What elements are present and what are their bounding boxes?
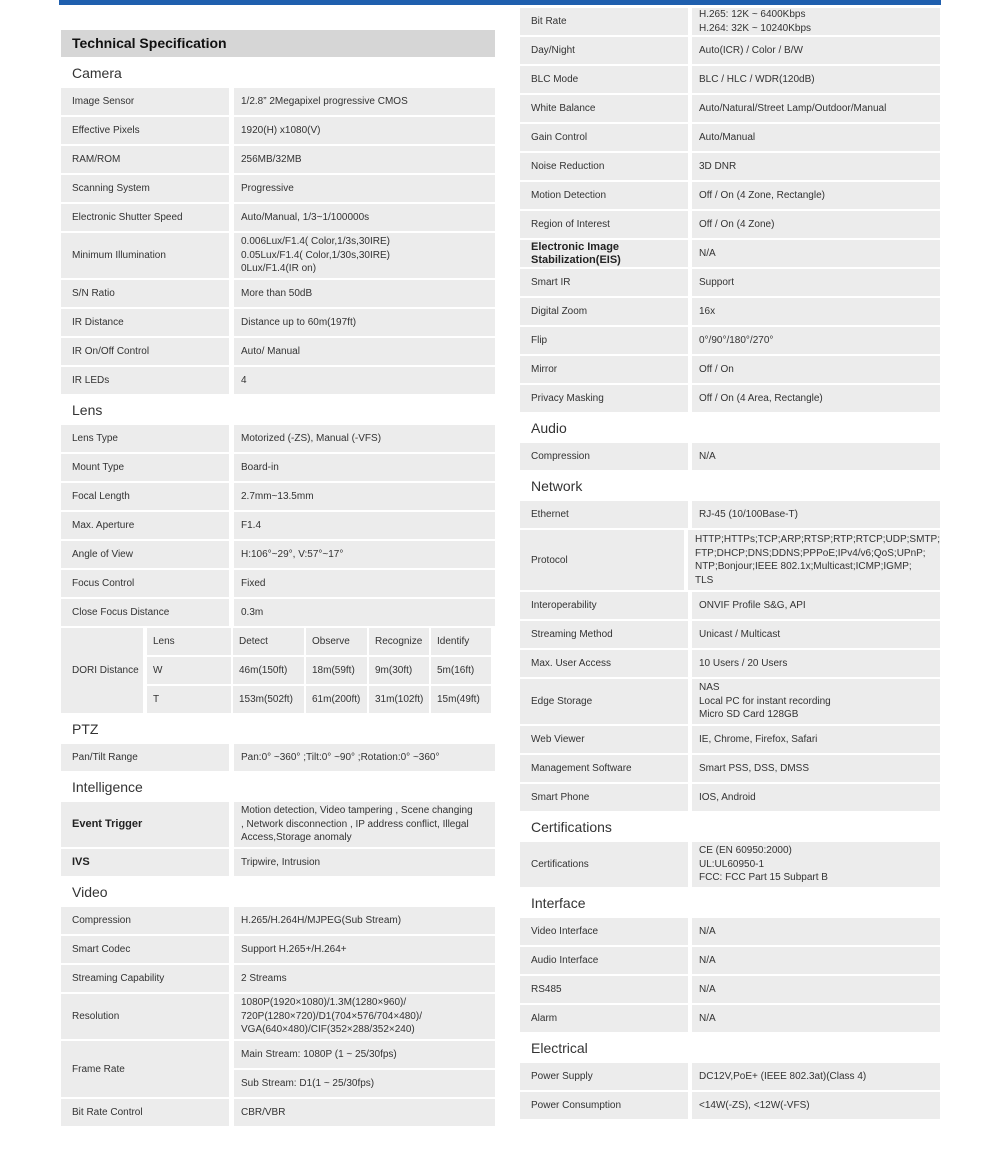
spec-row-white-balance	[520, 95, 940, 122]
spec-row-certifications	[520, 842, 940, 887]
spec-label: S/N Ratio	[61, 280, 229, 307]
spec-value: Off / On	[692, 356, 940, 383]
spec-value: H.265: 12K ~ 6400Kbps H.264: 32K ~ 10240Kbps	[692, 8, 940, 35]
spec-value: ONVIF Profile S&G, API	[692, 592, 940, 619]
spec-label: Management Software	[520, 755, 688, 782]
spec-row-angle-of-view	[61, 541, 495, 568]
spec-row-ethernet	[520, 501, 940, 528]
spec-value: CE (EN 60950:2000) UL:UL60950-1 FCC: FCC Part 15 Subpart B	[692, 842, 940, 887]
spec-label: Frame Rate	[61, 1041, 229, 1097]
spec-label: Electronic Image Stabilization(EIS)	[520, 240, 688, 267]
spec-value: <14W(-ZS), <12W(-VFS)	[692, 1092, 940, 1119]
spec-value: 1920(H) x1080(V)	[234, 117, 495, 144]
spec-label: Angle of View	[61, 541, 229, 568]
spec-label: Noise Reduction	[520, 153, 688, 180]
dori-cell: 31m(102ft)	[369, 686, 429, 713]
spec-row-bit-rate	[520, 8, 940, 35]
spec-value: H:106°~29°, V:57°~17°	[234, 541, 495, 568]
spec-value: Board-in	[234, 454, 495, 481]
spec-value: N/A	[692, 1005, 940, 1032]
spec-value: Auto/Natural/Street Lamp/Outdoor/Manual	[692, 95, 940, 122]
spec-value: Off / On (4 Zone)	[692, 211, 940, 238]
spec-label: Power Consumption	[520, 1092, 688, 1119]
spec-row-noise-reduction	[520, 153, 940, 180]
spec-row-blc-mode	[520, 66, 940, 93]
spec-label: DORI Distance	[61, 628, 143, 713]
spec-value: 0.006Lux/F1.4( Color,1/3s,30IRE) 0.05Lux/F1.4( Color,1/30s,30IRE) 0Lux/F1.4(IR on)	[234, 233, 495, 278]
spec-value: N/A	[692, 947, 940, 974]
section-heading-interface: Interface	[531, 895, 586, 911]
spec-label: Ethernet	[520, 501, 688, 528]
spec-row-electronic-image-stabilization-eis	[520, 240, 940, 267]
spec-row-interoperability	[520, 592, 940, 619]
section-heading-video: Video	[72, 884, 108, 900]
dori-cell: T	[147, 686, 231, 713]
spec-row-ir-on-off-control	[61, 338, 495, 365]
spec-value: Unicast / Multicast	[692, 621, 940, 648]
spec-label: Close Focus Distance	[61, 599, 229, 626]
spec-row-edge-storage	[520, 679, 940, 724]
spec-value: HTTP;HTTPs;TCP;ARP;RTSP;RTP;RTCP;UDP;SMTP; FTP;DHCP;DNS;DDNS;PPPoE;IPv4/v6;QoS;UPnP; NTP;Bonjour;IEEE 802.1x;Multicast;ICMP;IGMP; TLS	[688, 530, 940, 590]
spec-row-streaming-capability	[61, 965, 495, 992]
spec-value: H.265/H.264H/MJPEG(Sub Stream)	[234, 907, 495, 934]
page-title: Technical Specification	[61, 30, 495, 57]
spec-row-max-user-access	[520, 650, 940, 677]
spec-row-pan-tilt-range	[61, 744, 495, 771]
spec-row-management-software	[520, 755, 940, 782]
spec-value: Fixed	[234, 570, 495, 597]
spec-value: 4	[234, 367, 495, 394]
spec-label: Lens Type	[61, 425, 229, 452]
spec-label: IR On/Off Control	[61, 338, 229, 365]
spec-row-ir-distance	[61, 309, 495, 336]
section-heading-ptz: PTZ	[72, 721, 99, 737]
dori-cell: 46m(150ft)	[233, 657, 304, 684]
spec-label: Compression	[520, 443, 688, 470]
spec-value: IOS, Android	[692, 784, 940, 811]
spec-row-protocol	[520, 530, 940, 590]
spec-row-bit-rate-control	[61, 1099, 495, 1126]
spec-value: 16x	[692, 298, 940, 325]
spec-label: Certifications	[520, 842, 688, 887]
spec-label: Audio Interface	[520, 947, 688, 974]
dori-header-cell: Identify	[431, 628, 491, 655]
spec-row-lens-type	[61, 425, 495, 452]
spec-value: BLC / HLC / WDR(120dB)	[692, 66, 940, 93]
section-heading-electrical: Electrical	[531, 1040, 588, 1056]
spec-label: Pan/Tilt Range	[61, 744, 229, 771]
spec-row-web-viewer	[520, 726, 940, 753]
spec-value: 256MB/32MB	[234, 146, 495, 173]
spec-row-digital-zoom	[520, 298, 940, 325]
spec-row-smart-codec	[61, 936, 495, 963]
spec-label: Mount Type	[61, 454, 229, 481]
spec-label: Electronic Shutter Speed	[61, 204, 229, 231]
spec-row-gain-control	[520, 124, 940, 151]
spec-value: More than 50dB	[234, 280, 495, 307]
spec-value: RJ-45 (10/100Base-T)	[692, 501, 940, 528]
spec-row-image-sensor	[61, 88, 495, 115]
spec-value: Auto/Manual, 1/3~1/100000s	[234, 204, 495, 231]
spec-label: Streaming Method	[520, 621, 688, 648]
spec-value: Smart PSS, DSS, DMSS	[692, 755, 940, 782]
spec-value: 1080P(1920×1080)/1.3M(1280×960)/ 720P(1280×720)/D1(704×576/704×480)/ VGA(640×480)/CIF(352×288/352×240)	[234, 994, 495, 1039]
dori-cell: W	[147, 657, 231, 684]
spec-row-audio-interface	[520, 947, 940, 974]
dori-cell: 5m(16ft)	[431, 657, 491, 684]
spec-label: Minimum Illumination	[61, 233, 229, 278]
spec-row-privacy-masking	[520, 385, 940, 412]
spec-row-max-aperture	[61, 512, 495, 539]
spec-label: Focus Control	[61, 570, 229, 597]
dori-cell: 153m(502ft)	[233, 686, 304, 713]
spec-label: Image Sensor	[61, 88, 229, 115]
spec-row-effective-pixels	[61, 117, 495, 144]
spec-label: Smart IR	[520, 269, 688, 296]
spec-value: 3D DNR	[692, 153, 940, 180]
top-accent-bar	[59, 0, 941, 5]
section-heading-camera: Camera	[72, 65, 122, 81]
spec-label: Max. Aperture	[61, 512, 229, 539]
spec-label: Bit Rate	[520, 8, 688, 35]
dori-header-cell: Lens	[147, 628, 231, 655]
dori-header-cell: Recognize	[369, 628, 429, 655]
spec-label: Streaming Capability	[61, 965, 229, 992]
spec-label: White Balance	[520, 95, 688, 122]
spec-label: Smart Phone	[520, 784, 688, 811]
frame-rate-row	[61, 1041, 495, 1097]
spec-label: RS485	[520, 976, 688, 1003]
spec-label: Power Supply	[520, 1063, 688, 1090]
spec-row-s-n-ratio	[61, 280, 495, 307]
spec-value: DC12V,PoE+ (IEEE 802.3at)(Class 4)	[692, 1063, 940, 1090]
spec-value: Progressive	[234, 175, 495, 202]
spec-row-power-consumption	[520, 1092, 940, 1119]
spec-value: Off / On (4 Zone, Rectangle)	[692, 182, 940, 209]
spec-row-power-supply	[520, 1063, 940, 1090]
spec-row-ram-rom	[61, 146, 495, 173]
spec-label: Web Viewer	[520, 726, 688, 753]
spec-value: 2.7mm~13.5mm	[234, 483, 495, 510]
spec-value: 2 Streams	[234, 965, 495, 992]
spec-value: N/A	[692, 240, 940, 267]
spec-label: Gain Control	[520, 124, 688, 151]
spec-row-region-of-interest	[520, 211, 940, 238]
dori-cell: 15m(49ft)	[431, 686, 491, 713]
spec-label: Alarm	[520, 1005, 688, 1032]
spec-row-resolution	[61, 994, 495, 1039]
spec-value: N/A	[692, 443, 940, 470]
spec-label: Flip	[520, 327, 688, 354]
spec-label: Scanning System	[61, 175, 229, 202]
spec-value: Sub Stream: D1(1 ~ 25/30fps)	[234, 1070, 495, 1097]
spec-label: Bit Rate Control	[61, 1099, 229, 1126]
spec-value: CBR/VBR	[234, 1099, 495, 1126]
spec-row-smart-ir	[520, 269, 940, 296]
spec-row-flip	[520, 327, 940, 354]
spec-value: N/A	[692, 976, 940, 1003]
section-heading-network: Network	[531, 478, 583, 494]
spec-label: Day/Night	[520, 37, 688, 64]
spec-row-electronic-shutter-speed	[61, 204, 495, 231]
spec-label: Privacy Masking	[520, 385, 688, 412]
spec-label: Event Trigger	[61, 802, 229, 847]
spec-row-smart-phone	[520, 784, 940, 811]
spec-label: Mirror	[520, 356, 688, 383]
spec-value: Support H.265+/H.264+	[234, 936, 495, 963]
section-heading-audio: Audio	[531, 420, 567, 436]
spec-value: Main Stream: 1080P (1 ~ 25/30fps)	[234, 1041, 495, 1068]
spec-value: 0°/90°/180°/270°	[692, 327, 940, 354]
dori-grid	[147, 628, 491, 713]
spec-value: Off / On (4 Area, Rectangle)	[692, 385, 940, 412]
spec-label: Protocol	[520, 530, 684, 590]
spec-value: Tripwire, Intrusion	[234, 849, 495, 876]
spec-value: Pan:0° ~360° ;Tilt:0° ~90° ;Rotation:0° ~360°	[234, 744, 495, 771]
dori-cell: 9m(30ft)	[369, 657, 429, 684]
spec-value: N/A	[692, 918, 940, 945]
dori-cell: 18m(59ft)	[306, 657, 367, 684]
spec-row-motion-detection	[520, 182, 940, 209]
spec-row-compression	[520, 443, 940, 470]
spec-label: Compression	[61, 907, 229, 934]
spec-row-event-trigger	[61, 802, 495, 847]
spec-label: Video Interface	[520, 918, 688, 945]
spec-label: Focal Length	[61, 483, 229, 510]
spec-value: NAS Local PC for instant recording Micro SD Card 128GB	[692, 679, 940, 724]
spec-row-ivs	[61, 849, 495, 876]
spec-label: IR LEDs	[61, 367, 229, 394]
spec-value: 10 Users / 20 Users	[692, 650, 940, 677]
dori-distance-table	[61, 628, 495, 713]
spec-label: BLC Mode	[520, 66, 688, 93]
spec-row-focus-control	[61, 570, 495, 597]
dori-cell: 61m(200ft)	[306, 686, 367, 713]
spec-row-rs485	[520, 976, 940, 1003]
spec-value: Motion detection, Video tampering , Scene changing , Network disconnection , IP address conflict, Illegal Access,Storage anomaly	[234, 802, 495, 847]
dori-header-cell: Detect	[233, 628, 304, 655]
spec-label: Max. User Access	[520, 650, 688, 677]
spec-row-focal-length	[61, 483, 495, 510]
spec-label: Region of Interest	[520, 211, 688, 238]
spec-value: Motorized (-ZS), Manual (-VFS)	[234, 425, 495, 452]
spec-value: IE, Chrome, Firefox, Safari	[692, 726, 940, 753]
spec-value: Auto/Manual	[692, 124, 940, 151]
spec-value: Distance up to 60m(197ft)	[234, 309, 495, 336]
spec-row-mirror	[520, 356, 940, 383]
spec-label: Motion Detection	[520, 182, 688, 209]
spec-row-streaming-method	[520, 621, 940, 648]
section-heading-intelligence: Intelligence	[72, 779, 143, 795]
spec-row-ir-leds	[61, 367, 495, 394]
spec-label: Interoperability	[520, 592, 688, 619]
spec-label: Digital Zoom	[520, 298, 688, 325]
spec-row-video-interface	[520, 918, 940, 945]
spec-row-day-night	[520, 37, 940, 64]
left-column	[61, 30, 495, 1128]
spec-row-close-focus-distance	[61, 599, 495, 626]
spec-label: Smart Codec	[61, 936, 229, 963]
section-heading-lens: Lens	[72, 402, 103, 418]
spec-label: IVS	[61, 849, 229, 876]
spec-value: 0.3m	[234, 599, 495, 626]
spec-label: RAM/ROM	[61, 146, 229, 173]
spec-value: 1/2.8” 2Megapixel progressive CMOS	[234, 88, 495, 115]
dori-header-cell: Observe	[306, 628, 367, 655]
spec-label: Resolution	[61, 994, 229, 1039]
spec-label: Effective Pixels	[61, 117, 229, 144]
spec-row-mount-type	[61, 454, 495, 481]
spec-value: Support	[692, 269, 940, 296]
spec-row-alarm	[520, 1005, 940, 1032]
spec-value: F1.4	[234, 512, 495, 539]
spec-label: IR Distance	[61, 309, 229, 336]
spec-value: Auto/ Manual	[234, 338, 495, 365]
spec-row-compression	[61, 907, 495, 934]
right-column	[520, 8, 940, 1121]
spec-value: Auto(ICR) / Color / B/W	[692, 37, 940, 64]
section-heading-certifications: Certifications	[531, 819, 612, 835]
spec-label: Edge Storage	[520, 679, 688, 724]
spec-row-scanning-system	[61, 175, 495, 202]
spec-row-minimum-illumination	[61, 233, 495, 278]
